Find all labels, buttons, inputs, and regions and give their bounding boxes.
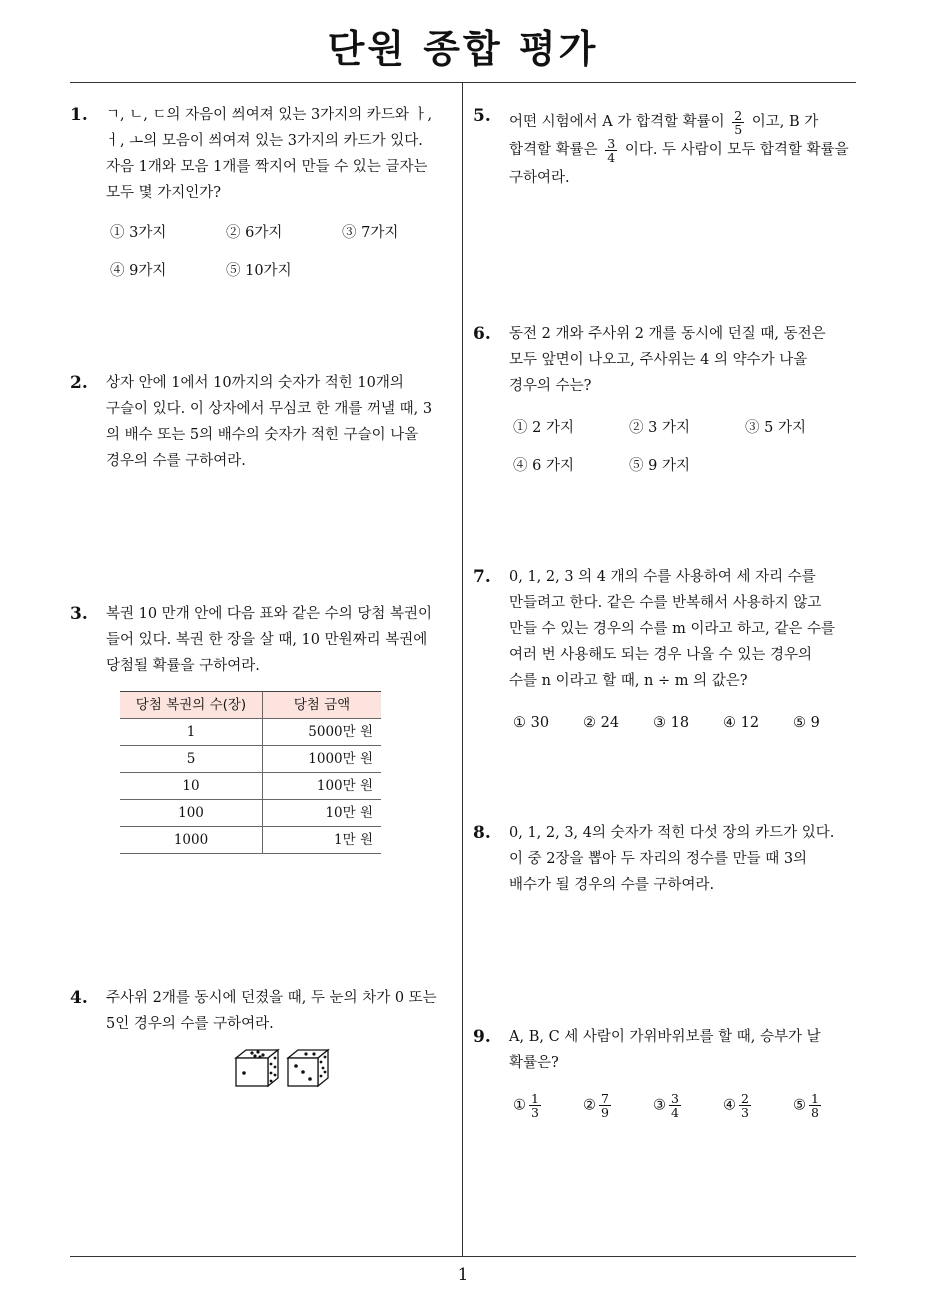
fraction [605,137,617,164]
option-1[interactable] [513,1092,544,1119]
question-7 [473,564,861,740]
option-1[interactable]: ① 30 [513,715,550,731]
question-6 [473,321,859,483]
question-number: 9. [473,1027,491,1047]
fraction [669,1092,681,1119]
top-divider [70,82,856,83]
prize-table [120,691,381,854]
denominator: 4 [607,149,616,165]
fraction [739,1092,751,1119]
table-cell: 1 [120,719,263,746]
table-cell: 10 [120,773,263,800]
option-4[interactable]: ④ 6 가지 [513,458,574,474]
text-segment: 합격할 확률은 [509,142,598,158]
text-segment: 이고, B 가 [751,114,819,130]
options-row [509,415,859,445]
question-9 [473,1024,861,1130]
table-row [120,827,381,854]
options-row [509,453,859,483]
dice-icon [232,1046,332,1088]
numerator: 1 [811,1091,819,1106]
option-5[interactable]: ⑤ 9 가지 [629,458,690,474]
question-4 [70,985,456,1037]
table-header-amount: 당첨 금액 [263,692,382,719]
option-4[interactable]: ④ 9가지 [110,263,167,279]
option-2[interactable]: ② 3 가지 [629,420,690,436]
question-3 [70,601,456,854]
option-mark: ① [513,1097,526,1114]
page-title: 단원 종합 평가 [327,27,599,71]
question-text: 상자 안에 1에서 10까지의 숫자가 적힌 10개의 구슬이 있다. 이 상자에서 무심코 한 개를 꺼낼 때, 3 의 배수 또는 5의 배수의 숫자가 적힌 구슬이 나올 경우의 수를 구하여라. [106,375,433,469]
fraction [809,1092,821,1119]
option-5[interactable]: ⑤ 10가지 [226,263,292,279]
question-number: 7. [473,567,491,587]
question-text: ㄱ, ㄴ, ㄷ의 자음이 씌여져 있는 3가지의 카드와 ㅏ, ㅓ, ㅗ의 모음이 씌여져 있는 3가지의 카드가 있다. 자음 1개와 모음 1개를 짝지어 만들 수 있는 글자는 모두 몇 가지인가? [106,107,433,201]
options-row [509,1092,861,1130]
question-number: 6. [473,324,491,344]
text-segment: 이다. 두 사람이 모두 합격할 확률을 [624,142,849,158]
fraction [529,1092,541,1119]
table-cell: 1000만 원 [263,746,382,773]
denominator: 9 [601,1105,609,1120]
column-divider [462,83,463,1257]
question-number: 2. [70,373,88,393]
table-cell: 100 [120,800,263,827]
denominator: 3 [531,1105,539,1120]
text-segment: 어떤 시험에서 A 가 합격할 확률이 [509,114,725,130]
option-3[interactable]: ③ 7가지 [342,225,399,241]
question-text-line [509,108,869,136]
option-2[interactable] [583,1092,614,1119]
table-row [120,719,381,746]
fraction [599,1092,611,1119]
table-row [120,746,381,773]
option-mark: ③ [653,1097,666,1114]
numerator: 2 [734,107,743,123]
denominator: 3 [741,1105,749,1120]
table-row [120,773,381,800]
question-1 [70,102,456,288]
option-2[interactable]: ② 6가지 [226,225,283,241]
numerator: 3 [671,1091,679,1106]
table-header-count: 당첨 복권의 수(장) [120,692,263,719]
table-cell: 5000만 원 [263,719,382,746]
question-number: 1. [70,105,88,125]
question-text-line [509,136,869,164]
option-4[interactable] [723,1092,754,1119]
table-cell: 5 [120,746,263,773]
option-3[interactable]: ③ 5 가지 [745,420,806,436]
question-text: 주사위 2개를 동시에 던졌을 때, 두 눈의 차가 0 또는 5인 경우의 수를 구하여라. [106,990,437,1032]
table-row [120,800,381,827]
numerator: 3 [607,135,616,151]
question-number: 3. [70,604,88,624]
question-number: 8. [473,823,491,843]
question-text: 동전 2 개와 주사위 2 개를 동시에 던질 때, 동전은 모두 앞면이 나오고, 주사위는 4 의 약수가 나올 경우의 수는? [509,326,826,394]
option-3[interactable] [653,1092,684,1119]
question-text: 복권 10 만개 안에 다음 표와 같은 수의 당첨 복권이 들어 있다. 복권 한 장을 살 때, 10 만원짜리 복권에 당첨될 확률을 구하여라. [106,606,433,674]
option-2[interactable]: ② 24 [583,715,620,731]
question-text: 0, 1, 2, 3 의 4 개의 수를 사용하여 세 자리 수를 만들려고 한다. 같은 수를 반복해서 사용하지 않고 만들 수 있는 경우의 수를 m 이라고 하고, 같은 수를 여러 번 사용해도 되는 경우 나올 수 있는 경우의 수를 n 이라고 할 때, n ÷ m 의 값은? [509,569,835,689]
option-3[interactable]: ③ 18 [653,715,690,731]
page-number: 1 [457,1265,469,1285]
option-5[interactable] [793,1092,824,1119]
option-mark: ② [583,1097,596,1114]
denominator: 4 [671,1105,679,1120]
options-row [509,710,861,740]
bottom-divider [70,1256,856,1257]
table-cell: 100만 원 [263,773,382,800]
question-text-line: 구하여라. [509,170,570,186]
question-8 [473,820,861,898]
question-text: A, B, C 세 사람이 가위바위보를 할 때, 승부가 날 확률은? [509,1029,821,1071]
option-mark: ⑤ [793,1097,806,1114]
fraction [732,109,744,136]
option-1[interactable]: ① 3가지 [110,225,167,241]
option-1[interactable]: ① 2 가지 [513,420,574,436]
table-cell: 10만 원 [263,800,382,827]
numerator: 7 [601,1091,609,1106]
question-number: 4. [70,988,88,1008]
table-cell: 1000 [120,827,263,854]
options-row [106,220,456,250]
numerator: 2 [741,1091,749,1106]
question-5 [473,106,869,192]
numerator: 1 [531,1091,539,1106]
denominator: 5 [734,121,743,137]
option-5[interactable]: ⑤ 9 [793,715,820,731]
denominator: 8 [811,1105,819,1120]
question-number: 5. [473,106,491,126]
question-2 [70,370,456,474]
option-mark: ④ [723,1097,736,1114]
table-cell: 1만 원 [263,827,382,854]
options-row [106,258,456,288]
option-4[interactable]: ④ 12 [723,715,760,731]
question-text: 0, 1, 2, 3, 4의 숫자가 적힌 다섯 장의 카드가 있다. 이 중 2장을 뽑아 두 자리의 정수를 만들 때 3의 배수가 될 경우의 수를 구하여라. [509,825,835,893]
